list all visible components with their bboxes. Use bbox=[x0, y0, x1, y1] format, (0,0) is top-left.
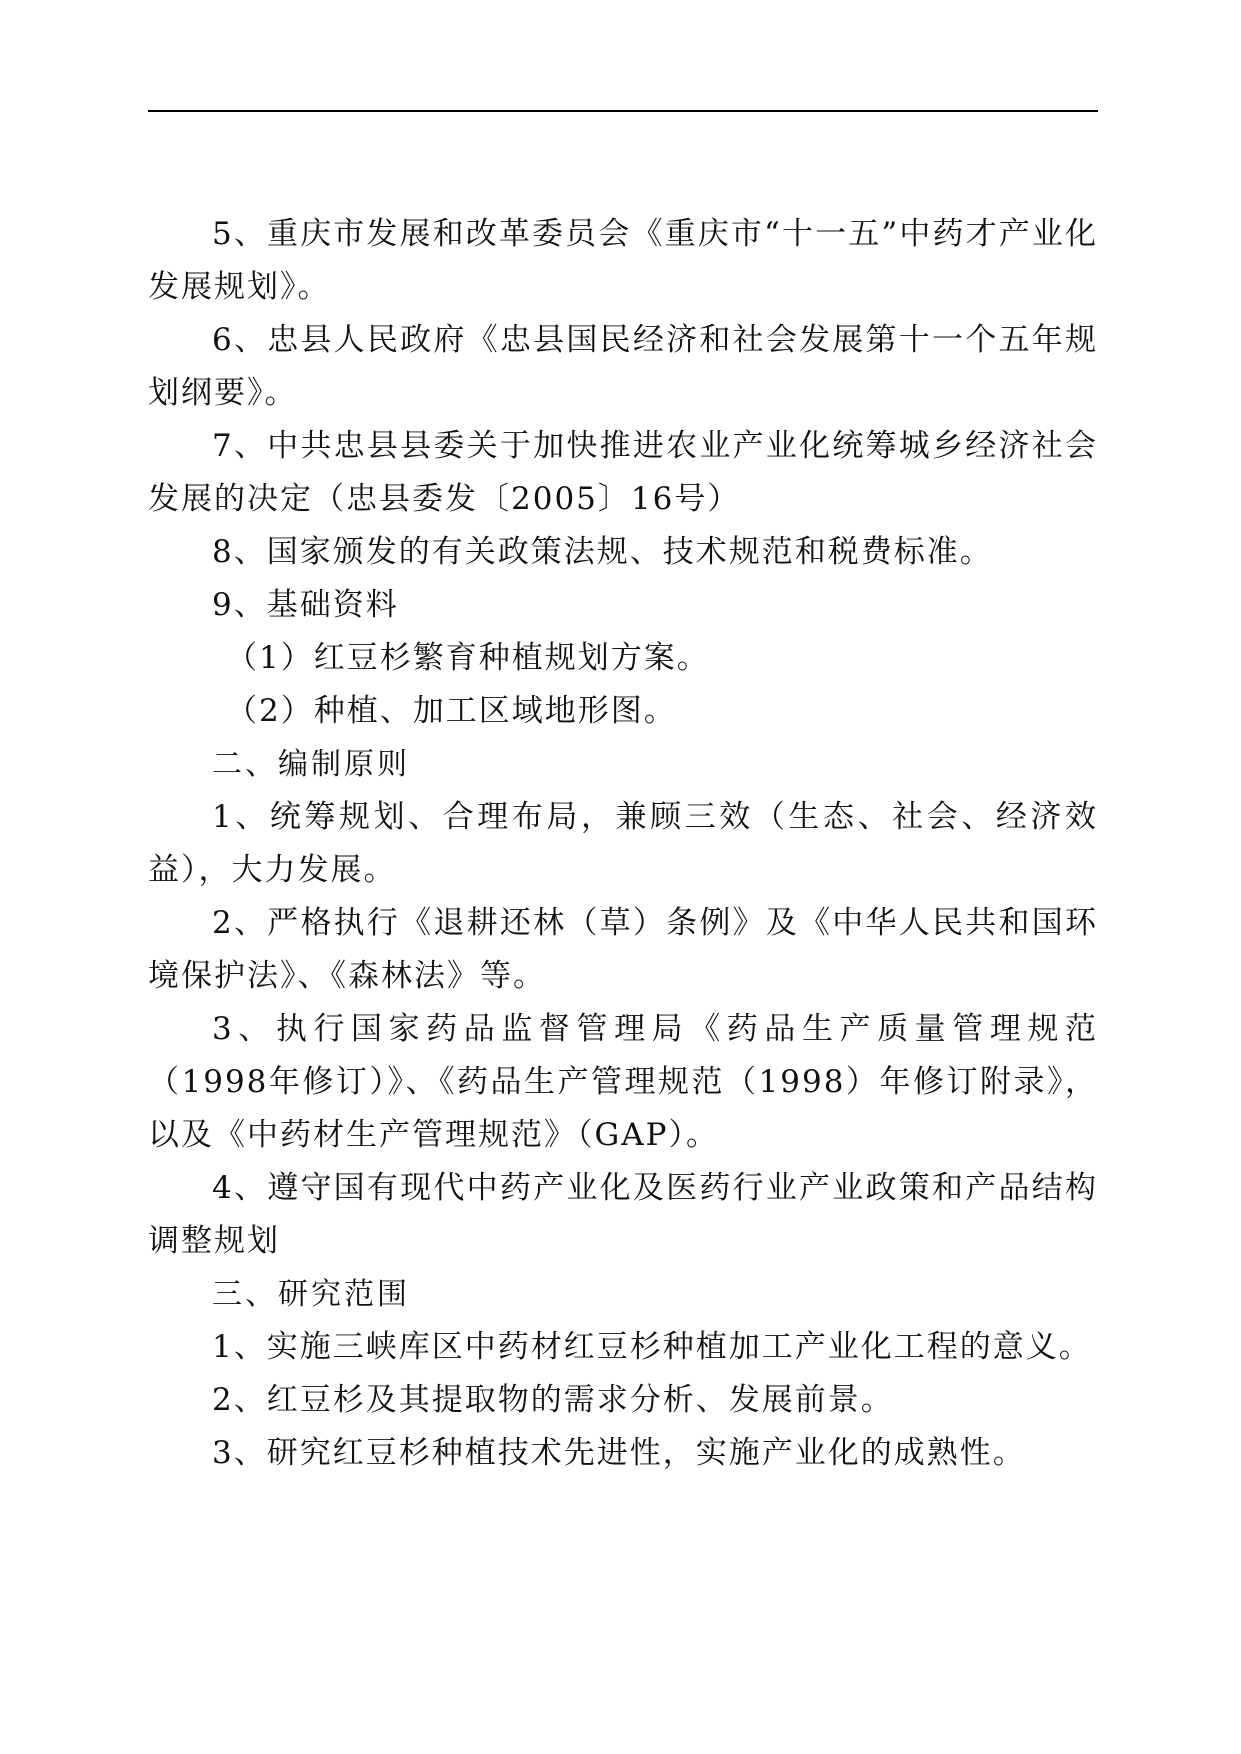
principle-3: 3、执行国家药品监督管理局《药品生产质量管理规范（1998年修订）》、《药品生产管理规范（1998）年修订附录》，以及《中药材生产管理规范》（GAP）。 bbox=[148, 1011, 1098, 1153]
principle-2: 2、严格执行《退耕还林（草）条例》及《中华人民共和国环境保护法》、《森林法》等。 bbox=[148, 905, 1098, 994]
paragraph-5: 5、重庆市发展和改革委员会《重庆市“十一五”中药才产业化发展规划》。 bbox=[148, 216, 1098, 305]
sub-item-1: （1）红豆杉繁育种植规划方案。 bbox=[226, 640, 710, 676]
paragraph-6: 6、忠县人民政府《忠县国民经济和社会发展第十一个五年规划纲要》。 bbox=[148, 322, 1098, 411]
principle-1: 1、统筹规划、合理布局，兼顾三效（生态、社会、经济效益），大力发展。 bbox=[148, 799, 1098, 888]
scope-item-3: 3、研究红豆杉种植技术先进性，实施产业化的成熟性。 bbox=[212, 1435, 1026, 1471]
scope-item-1: 1、实施三峡库区中药材红豆杉种植加工产业化工程的意义。 bbox=[212, 1329, 1092, 1365]
principle-4: 4、遵守国有现代中药产业化及医药行业产业政策和产品结构调整规划 bbox=[148, 1170, 1098, 1259]
section-heading-scope: 三、研究范围 bbox=[212, 1277, 410, 1312]
scope-item-2: 2、红豆杉及其提取物的需求分析、发展前景。 bbox=[212, 1382, 894, 1418]
sub-item-2: （2）种植、加工区域地形图。 bbox=[226, 693, 677, 729]
section-heading-principles: 二、编制原则 bbox=[212, 747, 410, 782]
document-body bbox=[148, 208, 1098, 1480]
paragraph-8: 8、国家颁发的有关政策法规、技术规范和税费标准。 bbox=[212, 534, 993, 570]
paragraph-7: 7、中共忠县县委关于加快推进农业产业化统筹城乡经济社会发展的决定（忠县委发〔2005〕16号） bbox=[148, 428, 1098, 517]
header-rule bbox=[148, 110, 1098, 112]
paragraph-9: 9、基础资料 bbox=[212, 587, 399, 623]
